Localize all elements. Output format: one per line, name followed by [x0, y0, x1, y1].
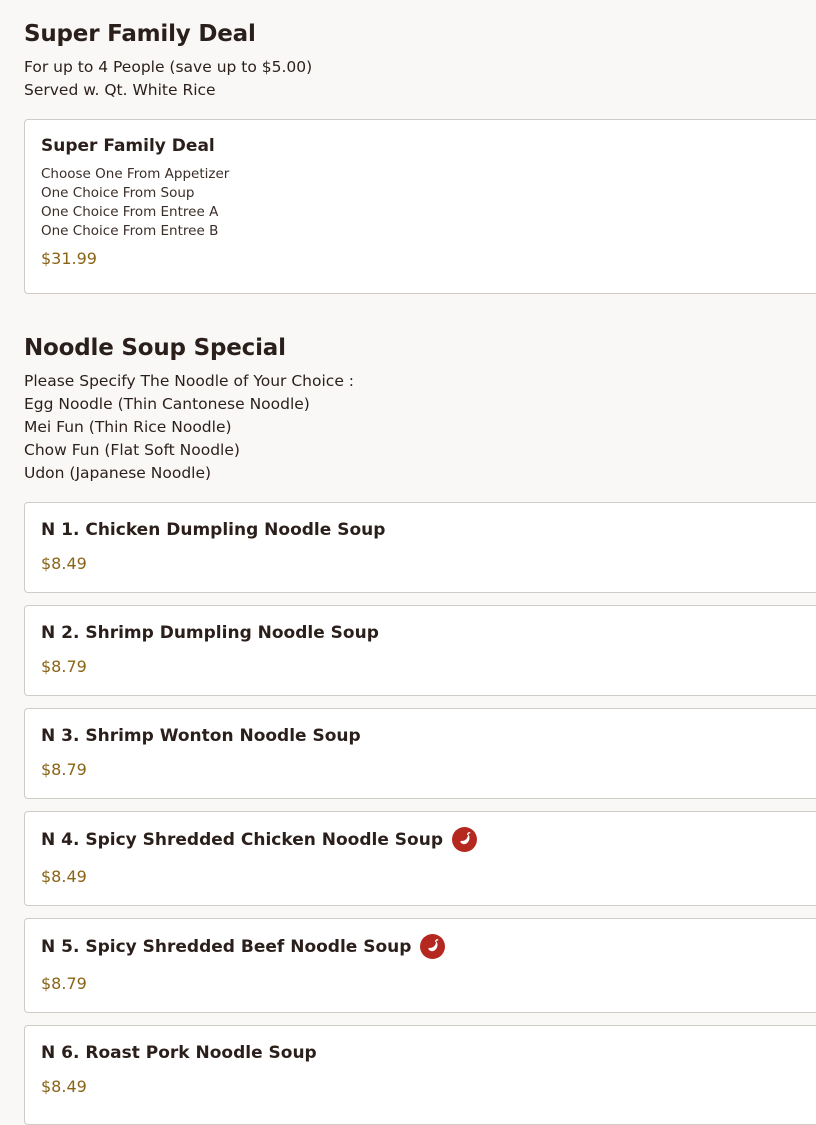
menu-item-title [41, 1042, 816, 1064]
section-description-line: Please Specify The Noodle of Your Choice : [24, 372, 355, 390]
menu-item-name: N 4. Spicy Shredded Chicken Noodle Soup [41, 829, 443, 850]
section-title: Super Family Deal [24, 21, 256, 47]
menu-item-title [41, 725, 816, 747]
menu-item-title [41, 934, 816, 959]
section-description-line: Egg Noodle (Thin Cantonese Noodle) [24, 395, 310, 413]
menu-item-card[interactable] [24, 502, 816, 593]
menu-item-card[interactable] [24, 1025, 816, 1125]
section-description-line: Mei Fun (Thin Rice Noodle) [24, 418, 232, 436]
menu-item-description-line: One Choice From Entree A [41, 204, 219, 220]
menu-item-name: N 2. Shrimp Dumpling Noodle Soup [41, 623, 379, 643]
menu-item-title [41, 622, 816, 644]
menu-item-price: $8.49 [41, 867, 87, 886]
section-description-line: Served w. Qt. White Rice [24, 81, 216, 99]
section-noodle-soup-special [24, 334, 816, 485]
menu-item-price: $8.49 [41, 554, 87, 573]
spicy-pepper-icon [420, 934, 445, 959]
menu-item-price: $8.79 [41, 657, 87, 676]
menu-item-card[interactable] [24, 918, 816, 1013]
menu-item-card[interactable] [24, 811, 816, 906]
menu-item-card[interactable] [24, 605, 816, 696]
menu-item-title [41, 519, 816, 541]
menu-item-price: $8.79 [41, 974, 87, 993]
menu-item-description-line: One Choice From Entree B [41, 223, 219, 239]
section-description-line: Chow Fun (Flat Soft Noodle) [24, 441, 240, 459]
menu-item-card[interactable] [24, 708, 816, 799]
section-description [24, 56, 816, 102]
section-title: Noodle Soup Special [24, 335, 286, 361]
menu-item-name: N 3. Shrimp Wonton Noodle Soup [41, 726, 361, 746]
menu-item-name: N 1. Chicken Dumpling Noodle Soup [41, 520, 386, 540]
section-description-line: For up to 4 People (save up to $5.00) [24, 58, 313, 76]
section-description-line: Udon (Japanese Noodle) [24, 464, 212, 482]
menu-item-card[interactable] [24, 119, 816, 294]
menu-item-name: N 5. Spicy Shredded Beef Noodle Soup [41, 936, 412, 957]
section-super-family-deal [24, 20, 816, 102]
menu-item-description-line: Choose One From Appetizer [41, 166, 230, 182]
menu-item-description-line: One Choice From Soup [41, 185, 195, 201]
menu-item-title: Super Family Deal [41, 136, 215, 156]
menu-item-price: $31.99 [41, 249, 97, 268]
menu-item-price: $8.79 [41, 760, 87, 779]
menu-item-title [41, 827, 816, 852]
menu-item-price: $8.49 [41, 1077, 87, 1096]
menu-item-name: N 6. Roast Pork Noodle Soup [41, 1043, 317, 1063]
menu-item-description [41, 165, 816, 241]
section-description [24, 370, 816, 485]
spicy-pepper-icon [452, 827, 477, 852]
